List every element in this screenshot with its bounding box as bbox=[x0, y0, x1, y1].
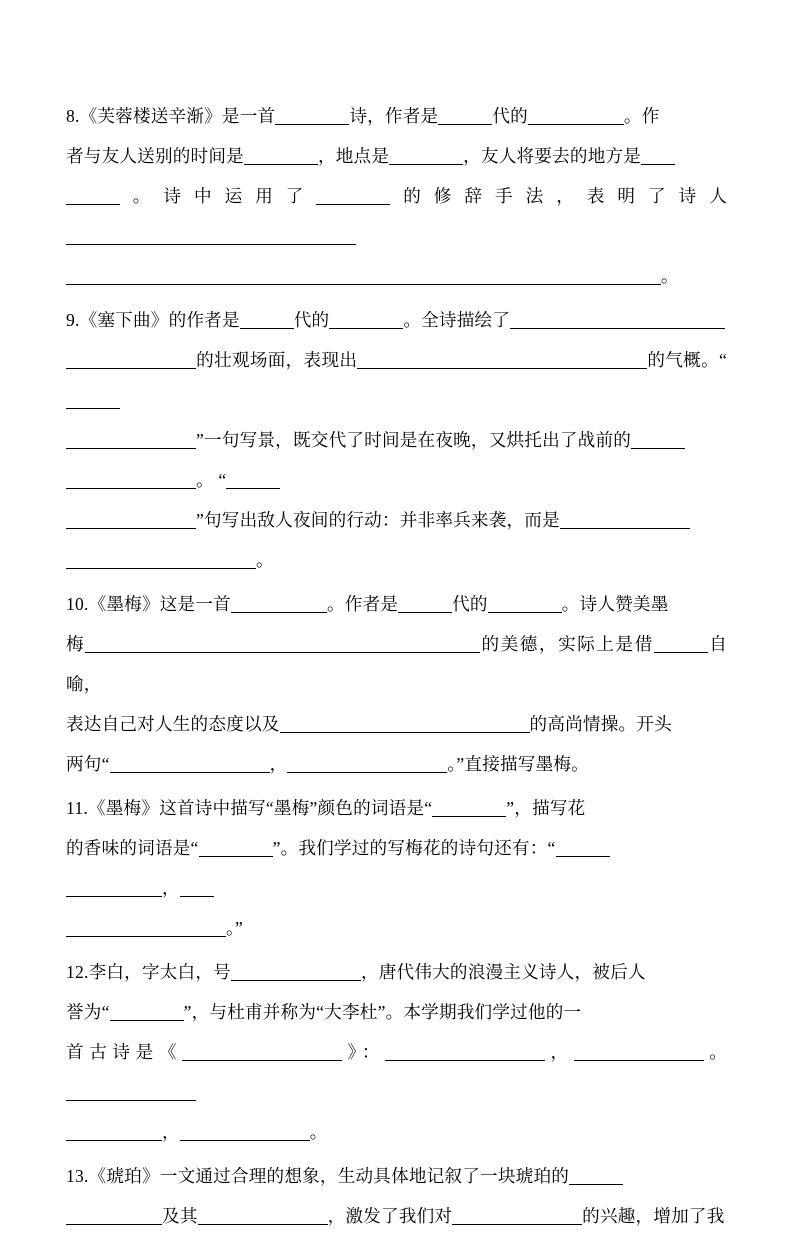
q13-text-part: ，激发了我们对 bbox=[327, 1206, 453, 1226]
blank[interactable] bbox=[66, 877, 162, 897]
blank[interactable] bbox=[180, 1121, 310, 1141]
q8-text-part: 。诗中运用了 bbox=[120, 186, 317, 206]
q8-text-part: 者与友人送别的时间是 bbox=[66, 146, 244, 166]
q8-text-part: 代的 bbox=[492, 106, 528, 126]
blank[interactable] bbox=[556, 837, 610, 857]
blank[interactable] bbox=[66, 469, 196, 489]
question-13 bbox=[66, 1156, 727, 1236]
q12-text-part: 誉为“ bbox=[66, 1002, 110, 1022]
blank[interactable] bbox=[654, 633, 708, 653]
blank[interactable] bbox=[316, 185, 390, 205]
blank[interactable] bbox=[66, 429, 196, 449]
blank[interactable] bbox=[66, 509, 196, 529]
blank[interactable] bbox=[280, 713, 530, 733]
question-10 bbox=[66, 584, 727, 784]
q9-text-part: 代的 bbox=[293, 310, 330, 330]
q9-text-part: 9.《塞下曲》的作者是 bbox=[66, 310, 240, 330]
blank[interactable] bbox=[385, 1041, 545, 1061]
q10-text-part: 的高尚情操。开头 bbox=[529, 714, 672, 734]
q10-text-part: 。作者是 bbox=[326, 594, 399, 614]
q12-text-part: ， bbox=[545, 1042, 574, 1062]
q12-text-part: 首古诗是《 bbox=[66, 1042, 183, 1062]
q8-text-part: ，地点是 bbox=[317, 146, 390, 166]
q11-text-part: ”。我们学过的写梅花的诗句还有：“ bbox=[272, 838, 556, 858]
blank[interactable] bbox=[528, 105, 624, 125]
blank[interactable] bbox=[66, 265, 661, 285]
question-8 bbox=[66, 96, 727, 296]
q10-text-part: 梅 bbox=[66, 634, 86, 654]
question-9 bbox=[66, 300, 727, 580]
question-11 bbox=[66, 788, 727, 948]
blank[interactable] bbox=[287, 753, 447, 773]
q12-text-part: 。 bbox=[309, 1122, 328, 1142]
q9-text-part: 。 bbox=[256, 550, 274, 570]
blank[interactable] bbox=[488, 593, 562, 613]
blank[interactable] bbox=[199, 837, 273, 857]
q10-text-part: 10.《墨梅》这是一首 bbox=[66, 594, 231, 614]
q12-text-part: ”，与杜甫并称为“大李杜”。本学期我们学过他的一 bbox=[183, 1002, 582, 1022]
q12-text-part: 12.李白，字太白，号 bbox=[66, 962, 231, 982]
blank[interactable] bbox=[66, 389, 120, 409]
q10-text-part: 两句“ bbox=[66, 754, 110, 774]
blank[interactable] bbox=[329, 309, 403, 329]
q11-text-part: ， bbox=[162, 878, 180, 898]
q11-text-part: 11.《墨梅》这首诗中描写“墨梅”颜色的词语是“ bbox=[66, 798, 433, 818]
blank[interactable] bbox=[66, 349, 196, 369]
q9-text-part: ”句写出敌人夜间的行动：并非率兵来袭，而是 bbox=[196, 510, 560, 530]
blank[interactable] bbox=[180, 877, 214, 897]
blank[interactable] bbox=[244, 145, 318, 165]
q9-text-part: 的气概。“ bbox=[647, 350, 727, 370]
q8-text-part: 诗，作者是 bbox=[349, 106, 439, 126]
blank[interactable] bbox=[569, 1165, 623, 1185]
blank[interactable] bbox=[85, 633, 480, 653]
blank[interactable] bbox=[631, 429, 685, 449]
q10-text-part: 表达自己对人生的态度以及 bbox=[66, 714, 280, 734]
q10-text-part: 。”直接描写墨梅。 bbox=[447, 754, 589, 774]
blank[interactable] bbox=[574, 1041, 704, 1061]
document-body bbox=[66, 96, 727, 1236]
q10-text-part: 自喻， bbox=[66, 634, 727, 694]
q13-text-part: 及其 bbox=[162, 1206, 198, 1226]
q8-text-part: ，友人将要去的地方是 bbox=[463, 146, 642, 166]
blank[interactable] bbox=[641, 145, 675, 165]
blank[interactable] bbox=[226, 469, 280, 489]
q9-text-part: 。全诗描绘了 bbox=[403, 310, 511, 330]
q11-text-part: ”，描写花 bbox=[506, 798, 586, 818]
blank[interactable] bbox=[198, 1205, 328, 1225]
question-12 bbox=[66, 952, 727, 1152]
q9-text-part: 的壮观场面，表现出 bbox=[196, 350, 358, 370]
q10-text-part: 的美德，实际上是借 bbox=[480, 634, 654, 654]
blank[interactable] bbox=[182, 1041, 342, 1061]
q8-text-part: 。 bbox=[660, 266, 679, 286]
blank[interactable] bbox=[398, 593, 452, 613]
q10-text-part: 。诗人赞美墨 bbox=[561, 594, 669, 614]
blank[interactable] bbox=[389, 145, 463, 165]
blank[interactable] bbox=[66, 185, 120, 205]
blank[interactable] bbox=[357, 349, 647, 369]
q13-text-part: 的兴趣，增加了我 bbox=[582, 1206, 725, 1226]
blank[interactable] bbox=[66, 1205, 162, 1225]
q8-text-part: 。作 bbox=[623, 106, 660, 126]
q12-text-part: 。 bbox=[703, 1042, 727, 1062]
q8-text-part: 8.《芙蓉楼送辛渐》是一首 bbox=[66, 106, 276, 126]
q12-text-part: 》： bbox=[342, 1042, 386, 1062]
q10-text-part: 代的 bbox=[452, 594, 488, 614]
blank[interactable] bbox=[452, 1205, 582, 1225]
q8-text-part: 的修辞手法，表明了诗人 bbox=[390, 186, 727, 206]
blank[interactable] bbox=[66, 1121, 162, 1141]
blank[interactable] bbox=[560, 509, 690, 529]
blank[interactable] bbox=[231, 593, 327, 613]
q11-text-part: 。” bbox=[226, 918, 244, 938]
blank[interactable] bbox=[66, 225, 356, 245]
blank[interactable] bbox=[432, 797, 506, 817]
blank[interactable] bbox=[240, 309, 294, 329]
blank[interactable] bbox=[438, 105, 492, 125]
blank[interactable] bbox=[66, 1081, 196, 1101]
blank[interactable] bbox=[66, 917, 226, 937]
q9-text-part: ”一句写景，既交代了时间是在夜晚，又烘托出了战前的 bbox=[196, 430, 632, 450]
blank[interactable] bbox=[110, 753, 270, 773]
q11-text-part: 的香味的词语是“ bbox=[66, 838, 199, 858]
q10-text-part: ， bbox=[269, 754, 288, 774]
q9-text-part: 。 “ bbox=[196, 470, 227, 490]
q13-text-part: 13.《琥珀》一文通过合理的想象，生动具体地记叙了一块琥珀的 bbox=[66, 1166, 570, 1186]
blank[interactable] bbox=[275, 105, 349, 125]
q12-text-part: ，唐代伟大的浪漫主义诗人，被后人 bbox=[360, 962, 646, 982]
blank[interactable] bbox=[110, 1001, 184, 1021]
q12-text-part: ， bbox=[162, 1122, 180, 1142]
blank[interactable] bbox=[510, 309, 725, 329]
blank[interactable] bbox=[66, 549, 256, 569]
blank[interactable] bbox=[231, 961, 361, 981]
